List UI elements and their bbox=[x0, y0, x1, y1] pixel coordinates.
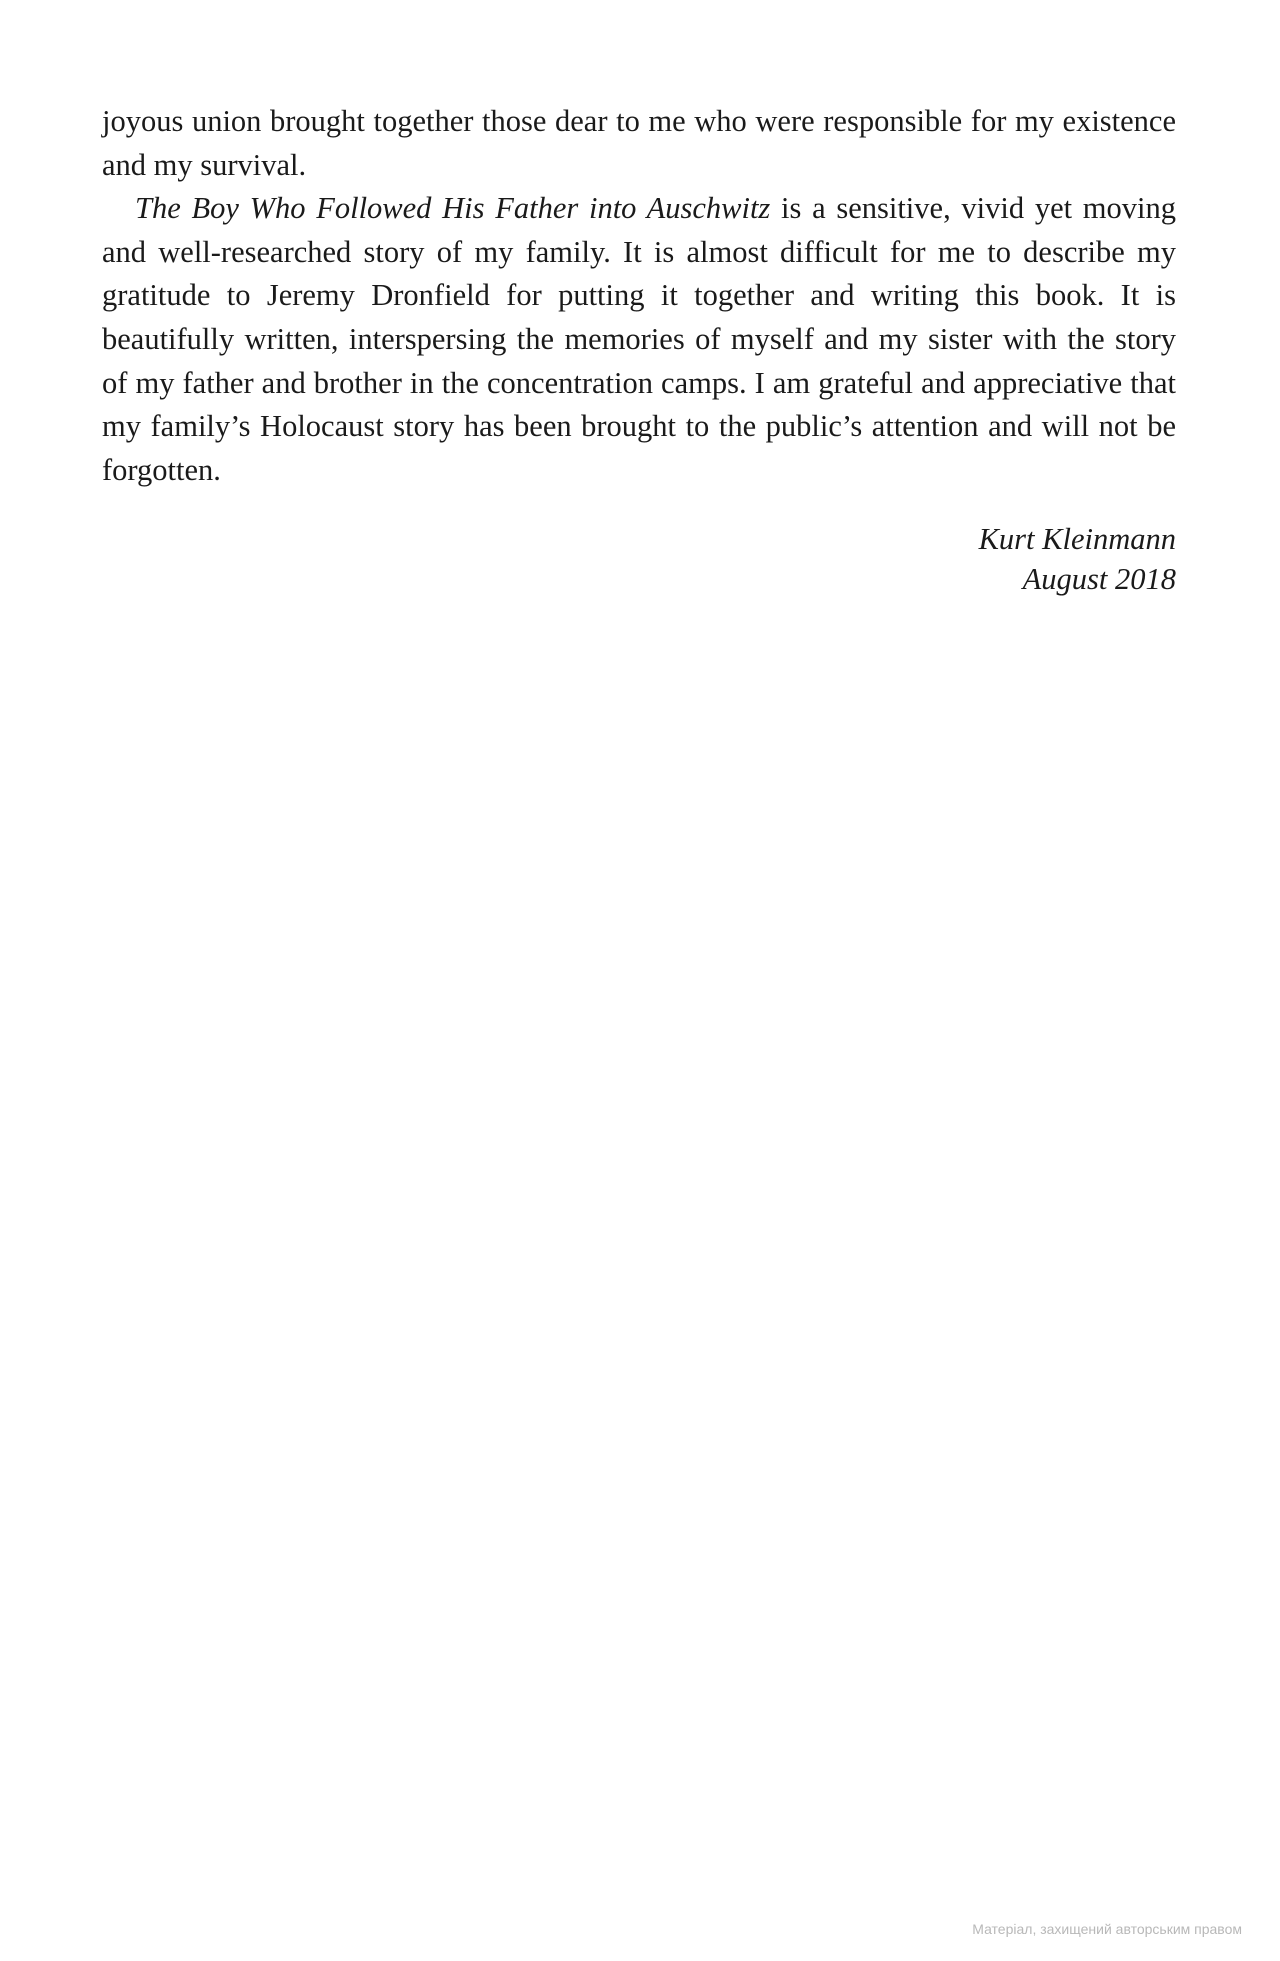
paragraph-continuation: joyous union brought together those dear to me who were responsible for my existence and my survival. bbox=[102, 104, 1176, 182]
paragraph-body: is a sensitive, vivid yet moving and well-researched story of my family. It is almost difficult for me to describe my gratitude to Jeremy Dronfield for putting it together and writing this book. It is beautifully written, interspersing the memories of myself and my sister with the story of my father and brother in the concentration camps. I am grateful and appreciative that my family’s Holocaust story has been brought to the public’s attention and will not be forgotten. bbox=[102, 191, 1176, 487]
signature-block bbox=[102, 519, 1176, 599]
signature-date: August 2018 bbox=[1022, 562, 1176, 597]
copyright-watermark: Матеріал, захищений авторським правом bbox=[972, 1921, 1242, 1937]
document-page bbox=[102, 100, 1176, 599]
book-title: The Boy Who Followed His Father into Auschwitz bbox=[135, 191, 771, 226]
signature-name: Kurt Kleinmann bbox=[978, 522, 1176, 557]
paragraph-book-description bbox=[102, 187, 1176, 492]
